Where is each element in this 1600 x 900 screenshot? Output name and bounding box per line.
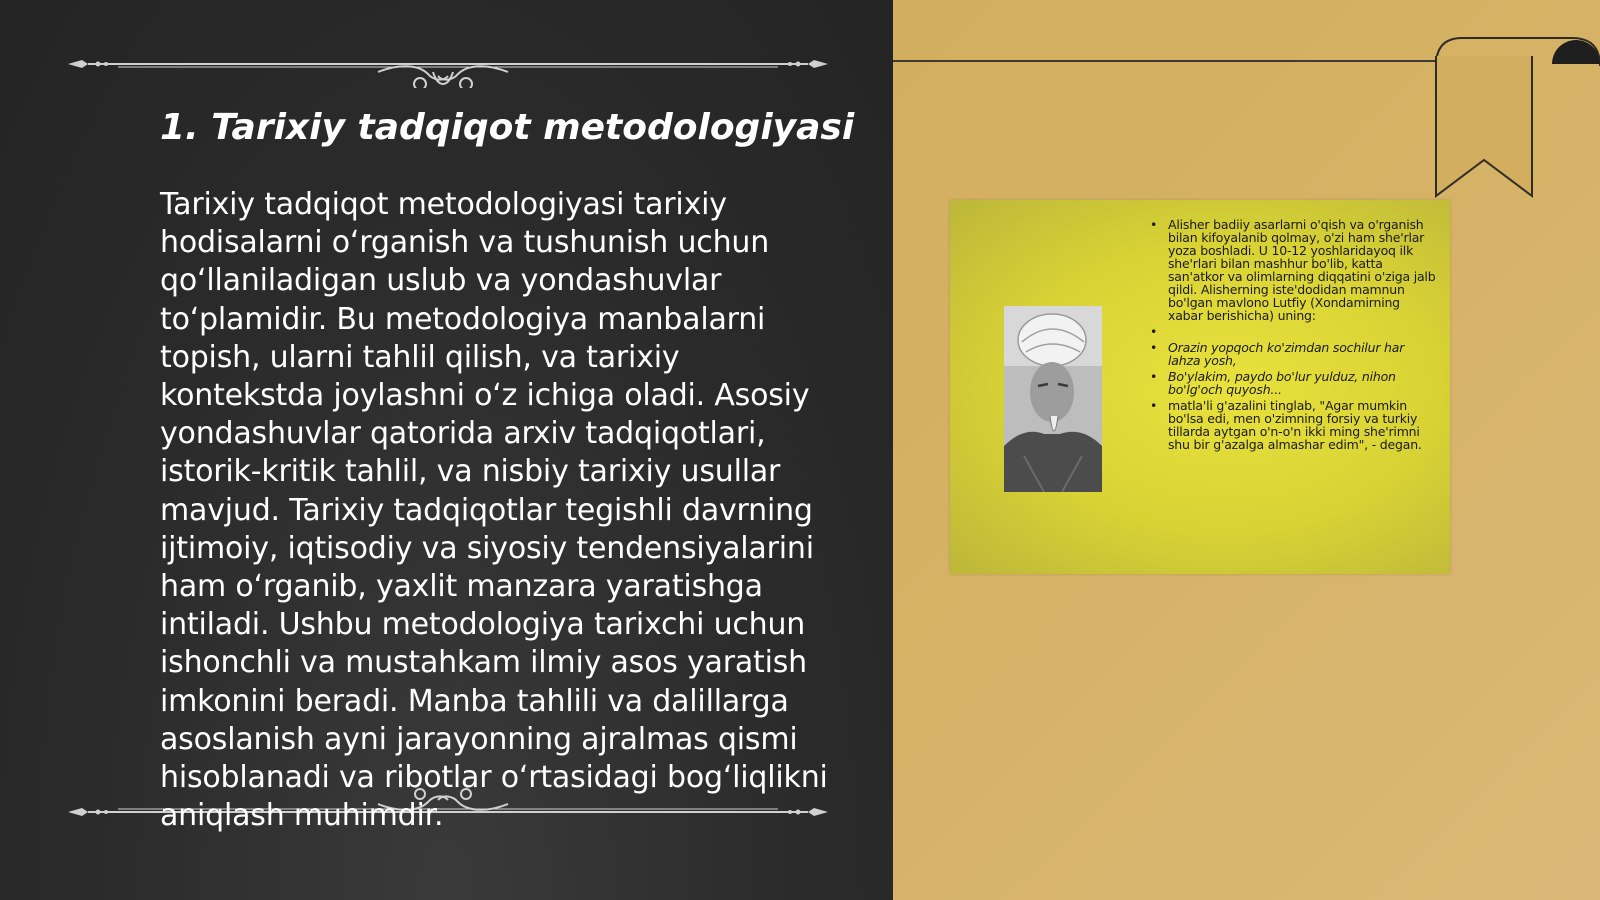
slide-title: 1. Tarixiy tadqiqot metodologiyasi: [160, 107, 855, 148]
divider-line: [893, 60, 1453, 62]
slide-body-text: Tarixiy tadqiqot metodologiyasi tarixiy hodisalarni o‘rganish va tushunish uchun qo‘llaniladigan uslub va yondashuvlar to‘plamidir. Bu metodologiya manbalarni topish, ularni tahlil qilish, va tarixiy kontekstda joylashni o‘z ichiga oladi. Asosiy yondashuvlar qatorida arxiv tadqiqotlari, istorik-kritik tahlil, va nisbiy tarixiy usullar mavjud. Tarixiy tadqiqotlar tegishli davrning ijtimoiy, iqtisodiy va siyosiy tendensiyalarini ham o‘rganib, yaxlit manzara yaratishga intiladi. Ushbu metodologiya tarixchi uchun ishonchli va mustahkam ilmiy asos yaratish imkonini beradi. Manba tahlili va dalillarga asoslanish ayni jarayonning ajralmas qismi hisoblanadi va ribotlar o‘rtasidagi bog‘liqlikni aniqlash muhimdir.: [160, 187, 828, 834]
inset-poem-list: [1148, 218, 1438, 454]
list-item: • Orazin yopqoch ko'zimdan sochilur har lahza yosh,: [1148, 341, 1438, 367]
bookmark-ribbon-icon: [1432, 36, 1600, 200]
inset-image-card: [950, 200, 1450, 574]
scroll-ornament-top-icon: [68, 48, 828, 88]
list-item: • Alisher badiiy asarlarni o'qish va o'rganish bilan kifoyalanib qolmay, o'zi ham she'rlar yoza boshladi. U 10-12 yoshlaridayoq ilk she'rlari bilan mashhur bo'lib, katta san'atkor va olimlarning diqqatini o'ziga jalb qildi. Alisherning iste'dodidan mamnun bo'lgan mavlono Lutfiy (Xondamirning xabar berishicha) uning:: [1148, 218, 1438, 322]
portrait-photo-icon: [1004, 306, 1102, 492]
list-item: • Bo'ylakim, paydo bo'lur yulduz, nihon bo'lg'och quyosh...: [1148, 370, 1438, 396]
list-item: [1148, 325, 1438, 338]
list-item: • matla'li g'azalini tinglab, "Agar mumkin bo'lsa edi, men o'zimning forsiy va turkiy tillarda aytgan o'n-o'n ikki ming she'rimni shu bir g'azalga almashar edim", - degan.: [1148, 399, 1438, 451]
